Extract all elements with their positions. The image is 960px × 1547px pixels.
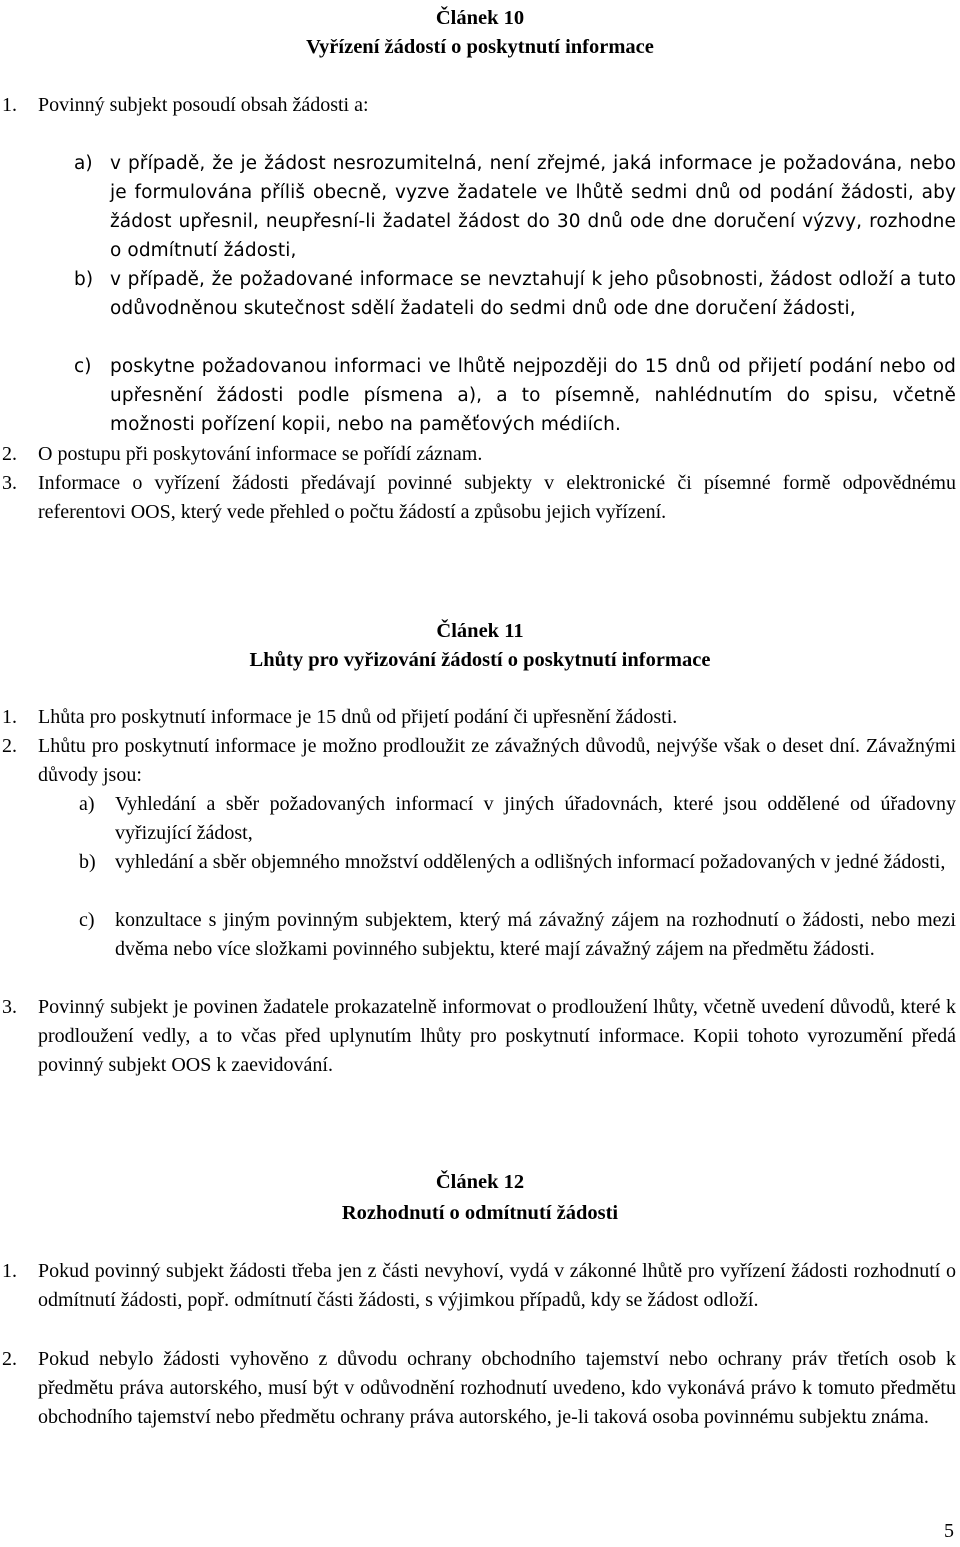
paragraph-number: 1. bbox=[2, 1260, 17, 1282]
article-10-title: Článek 10 bbox=[435, 7, 525, 29]
article-10-paragraph-2 bbox=[2, 440, 956, 469]
paragraph-text: Povinný subjekt posoudí obsah žádosti a: bbox=[38, 94, 369, 116]
item-text: v případě, že požadované informace se nevztahují k jeho působnosti, žádost odloží a tuto odůvodněnou skutečnost sdělí žadateli do sedmi dnů ode dne doručení žádosti, bbox=[110, 269, 956, 319]
item-text: Vyhledání a sběr požadovaných informací v jiných úřadovnách, které jsou oddělené od úřadovny vyřizující žádost, bbox=[115, 793, 956, 844]
article-11-item-c bbox=[79, 906, 956, 964]
article-10-paragraph-3 bbox=[2, 469, 956, 527]
paragraph-text: Povinný subjekt je povinen žadatele prokazatelně informovat o prodloužení lhůty, včetně uvedení důvodů, které k prodloužení vedly, a to včas před uplynutím lhůty pro poskytnutí informace. Kopii tohoto vyrozumění předá povinný subjekt OOS k zaevidování. bbox=[38, 996, 956, 1076]
paragraph-text: O postupu při poskytování informace se pořídí záznam. bbox=[38, 443, 483, 465]
article-11-paragraph-3 bbox=[2, 993, 956, 1080]
article-11-title: Článek 11 bbox=[436, 620, 524, 642]
paragraph-text: Lhůta pro poskytnutí informace je 15 dnů od přijetí podání či upřesnění žádosti. bbox=[38, 706, 678, 728]
paragraph-text: Pokud povinný subjekt žádosti třeba jen z části nevyhoví, vydá v zákonné lhůtě pro vyřízení žádosti rozhodnutí o odmítnutí žádosti, popř. odmítnutí části žádosti, s výjimkou případů, kdy se žádost odloží. bbox=[38, 1260, 956, 1311]
item-text: vyhledání a sběr objemného množství oddělených a odlišných informací požadovaných v jedné žádosti, bbox=[115, 851, 946, 873]
paragraph-number: 2. bbox=[2, 1348, 17, 1370]
paragraph-text: Lhůtu pro poskytnutí informace je možno prodloužit ze závažných důvodů, nejvýše však o deset dní. Závažnými důvody jsou: bbox=[38, 735, 956, 786]
paragraph-number: 3. bbox=[2, 472, 17, 494]
page-number: 5 bbox=[944, 1520, 954, 1542]
article-10-subtitle: Vyřízení žádostí o poskytnutí informace bbox=[306, 36, 654, 58]
article-11-item-a bbox=[79, 790, 956, 848]
article-11-paragraph-1 bbox=[2, 703, 956, 732]
paragraph-number: 2. bbox=[2, 735, 17, 757]
item-text: v případě, že je žádost nesrozumitelná, není zřejmé, jaká informace je požadována, nebo je formulována příliš obecně, vyzve žadatele ve lhůtě sedmi dnů od podání žádosti, aby žádost upřesnil, neupřesní-li žadatel žádost do 30 dnů ode dne doručení výzvy, rozhodne o odmítnutí žádosti, bbox=[110, 153, 956, 261]
article-11-item-b bbox=[79, 848, 956, 877]
article-10-item-a bbox=[74, 149, 956, 265]
paragraph-number: 2. bbox=[2, 443, 17, 465]
article-10-item-c bbox=[74, 352, 956, 439]
article-12-subtitle: Rozhodnutí o odmítnutí žádosti bbox=[341, 1202, 619, 1224]
paragraph-number: 1. bbox=[2, 706, 17, 728]
item-label: b) bbox=[79, 851, 96, 873]
item-text: poskytne požadovanou informaci ve lhůtě nejpozději do 15 dnů od přijetí podání nebo od upřesnění žádosti podle písmena a), a to písemně, nahlédnutím do spisu, včetně možnosti pořízení kopii, nebo na paměťových médiích. bbox=[110, 356, 956, 435]
article-10-item-b bbox=[74, 265, 956, 323]
paragraph-text: Pokud nebylo žádosti vyhověno z důvodu ochrany obchodního tajemství nebo ochrany práv třetích osob k předmětu práva autorského, musí být v odůvodnění rozhodnutí uvedeno, kdo vykonává právo k tomuto předmětu obchodního tajemství nebo předmětu ochrany práva autorského, je-li taková osoba povinnému subjektu známa. bbox=[38, 1348, 956, 1428]
article-12-paragraph-1 bbox=[2, 1257, 956, 1315]
paragraph-number: 1. bbox=[2, 94, 17, 116]
item-label: a) bbox=[74, 153, 93, 174]
item-label: b) bbox=[74, 269, 94, 290]
paragraph-text: Informace o vyřízení žádosti předávají povinné subjekty v elektronické či písemné formě odpovědnému referentovi OOS, který vede přehled o počtu žádostí a způsobu jejich vyřízení. bbox=[38, 472, 956, 523]
article-11-subtitle: Lhůty pro vyřizování žádostí o poskytnutí informace bbox=[249, 649, 711, 671]
item-label: a) bbox=[79, 793, 95, 815]
item-text: konzultace s jiným povinným subjektem, který má závažný zájem na rozhodnutí o žádosti, nebo mezi dvěma nebo více složkami povinného subjektu, které mají závažný zájem na předmětu žádosti. bbox=[115, 909, 956, 960]
article-12-title: Článek 12 bbox=[435, 1171, 525, 1193]
item-label: c) bbox=[74, 356, 92, 377]
article-11-paragraph-2 bbox=[2, 732, 956, 790]
article-10-paragraph-1 bbox=[2, 91, 918, 120]
paragraph-number: 3. bbox=[2, 996, 17, 1018]
item-label: c) bbox=[79, 909, 95, 931]
article-12-paragraph-2 bbox=[2, 1345, 956, 1432]
